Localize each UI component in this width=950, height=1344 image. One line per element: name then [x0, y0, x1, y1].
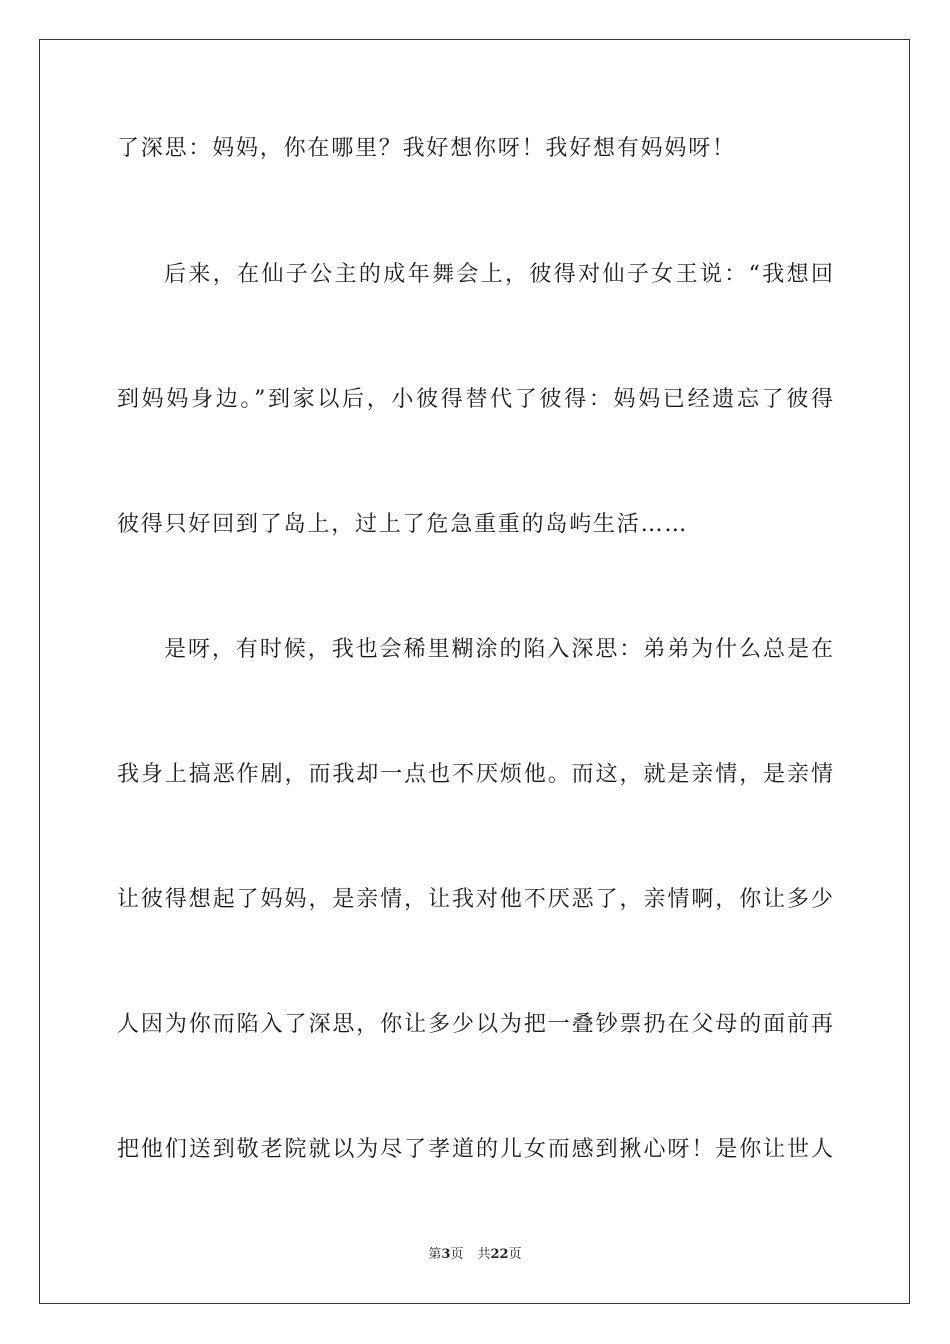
page-prefix: 第	[428, 1247, 442, 1262]
text-line-5: 是呀，有时候，我也会稀里糊涂的陷入深思：弟弟为什么总是在	[164, 637, 833, 662]
text-line-8: 人因为你而陷入了深思，你让多少以为把一叠钞票扔在父母的面前再	[117, 1012, 833, 1037]
text-line-9: 把他们送到敬老院就以为尽了孝道的儿女而感到揪心呀！是你让世人	[117, 1137, 833, 1162]
text-line-7: 让彼得想起了妈妈，是亲情，让我对他不厌恶了，亲情啊，你让多少	[117, 887, 833, 912]
text-line-4: 彼得只好回到了岛上，过上了危急重重的岛屿生活……	[117, 512, 689, 537]
page-border	[39, 39, 910, 1304]
text-line-1: 了深思：妈妈，你在哪里？我好想你呀！我好想有妈妈呀！	[117, 136, 736, 161]
page-suffix: 页	[450, 1247, 464, 1262]
text-line-2: 后来，在仙子公主的成年舞会上，彼得对仙子女王说：“我想回	[164, 262, 833, 287]
total-suffix: 页	[508, 1247, 522, 1262]
text-line-3: 到妈妈身边。”到家以后，小彼得替代了彼得：妈妈已经遗忘了彼得	[117, 387, 833, 412]
page-footer	[0, 1246, 950, 1264]
total-prefix: 共	[477, 1247, 491, 1262]
page-number: 3	[441, 1247, 451, 1262]
total-pages: 22	[490, 1247, 509, 1262]
text-line-6: 我身上搞恶作剧，而我却一点也不厌烦他。而这，就是亲情，是亲情	[117, 762, 833, 787]
